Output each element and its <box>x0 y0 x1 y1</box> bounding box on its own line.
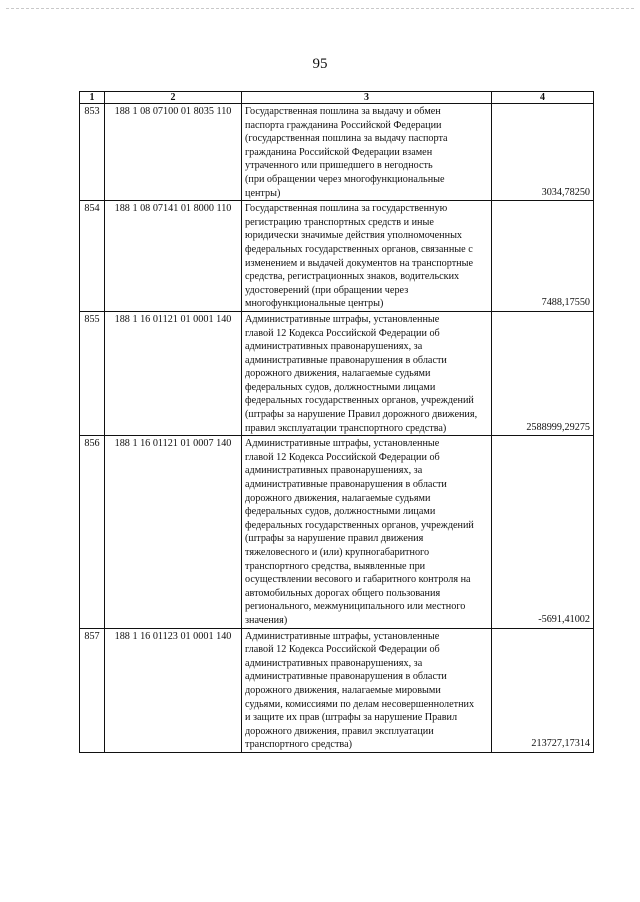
description-line: (государственная пошлина за выдачу паспорта <box>245 133 448 145</box>
table-row <box>80 628 594 752</box>
table-row <box>80 311 594 435</box>
description-line: Административные штрафы, установленные <box>245 630 440 642</box>
classification-code: 188 1 08 07100 01 8035 110 <box>105 104 242 201</box>
description-line: и защите их прав (штрафы за нарушение Правил <box>245 712 458 724</box>
page-number: 95 <box>312 56 328 72</box>
description-line: Административные штрафы, установленные <box>245 438 440 450</box>
description-line: федеральных государственных органов, связанные с <box>245 243 473 255</box>
description-line: тяжеловесного и (или) крупногабаритного <box>245 547 430 558</box>
amount-value: 3034,78250 <box>492 104 594 201</box>
table-row <box>80 436 594 628</box>
description-line: осуществлении весового и габаритного контроля на <box>245 574 471 586</box>
table-header-row <box>80 92 594 104</box>
classification-code: 188 1 08 07141 01 8000 110 <box>105 201 242 312</box>
column-header-4: 4 <box>492 92 594 104</box>
description-line: главой 12 Кодекса Российской Федерации об <box>245 327 440 339</box>
description-line: регионального, межмуниципального или местного <box>245 601 466 613</box>
revenue-description <box>242 201 492 312</box>
description-line: Административные штрафы, установленные <box>245 313 440 325</box>
description-line: судьями, комиссиями по делам несовершеннолетних <box>245 698 475 710</box>
description-line: федеральных судов, должностными лицами <box>245 381 436 393</box>
description-line: дорожного движения, налагаемые судьями <box>245 492 431 504</box>
table-row <box>80 104 594 201</box>
budget-revenue-table <box>79 91 594 753</box>
description-line: административные правонарушения в области <box>245 479 447 491</box>
description-line: автомобильных дорогах общего пользования <box>245 587 441 599</box>
row-number: 853 <box>80 104 105 201</box>
description-line: гражданина Российской Федерации взамен <box>245 146 433 158</box>
description-line: утраченного или пришедшего в негодность <box>245 160 433 172</box>
description-line: правил эксплуатации транспортного средства) <box>245 422 447 434</box>
description-line: паспорта гражданина Российской Федерации <box>245 119 442 131</box>
classification-code: 188 1 16 01121 01 0001 140 <box>105 311 242 435</box>
description-line: (при обращении через многофункциональные <box>245 173 445 185</box>
description-line: федеральных государственных органов, учреждений <box>245 395 474 407</box>
revenue-description <box>242 628 492 752</box>
description-line: Государственная пошлина за государственную <box>245 203 448 215</box>
classification-code: 188 1 16 01121 01 0007 140 <box>105 436 242 628</box>
description-line: (штрафы за нарушение правил движения <box>245 533 424 545</box>
column-header-2: 2 <box>105 92 242 104</box>
revenue-description <box>242 311 492 435</box>
description-line: Государственная пошлина за выдачу и обмен <box>245 106 441 117</box>
description-line: административные правонарушения в области <box>245 354 447 366</box>
row-number: 854 <box>80 201 105 312</box>
table-body <box>80 104 594 753</box>
column-header-3: 3 <box>242 92 492 104</box>
description-line: дорожного движения, налагаемые судьями <box>245 368 431 380</box>
amount-value: 2588999,29275 <box>492 311 594 435</box>
description-line: многофункциональные центры) <box>245 298 384 310</box>
description-line: средства, регистрационных знаков, водительских <box>245 271 460 283</box>
description-line: главой 12 Кодекса Российской Федерации об <box>245 451 440 463</box>
description-line: изменением и выдачей документов на транспортные <box>245 257 473 269</box>
description-line: административных правонарушениях, за <box>245 341 423 353</box>
classification-code: 188 1 16 01123 01 0001 140 <box>105 628 242 752</box>
description-line: административные правонарушения в области <box>245 671 447 683</box>
revenue-description <box>242 104 492 201</box>
description-line: административных правонарушениях, за <box>245 657 423 669</box>
description-line: федеральных государственных органов, учреждений <box>245 519 474 531</box>
description-line: значения) <box>245 614 288 626</box>
description-line: центры) <box>245 187 281 199</box>
amount-value: 7488,17550 <box>492 201 594 312</box>
scan-edge-line <box>6 8 634 9</box>
description-line: транспортного средства, выявленные при <box>245 560 426 572</box>
amount-value: 213727,17314 <box>492 628 594 752</box>
description-line: (штрафы за нарушение Правил дорожного движения, <box>245 409 478 421</box>
description-line: дорожного движения, правил эксплуатации <box>245 725 434 737</box>
table-row <box>80 201 594 312</box>
column-header-1: 1 <box>80 92 105 104</box>
description-line: главой 12 Кодекса Российской Федерации об <box>245 644 440 656</box>
description-line: административных правонарушениях, за <box>245 465 423 477</box>
row-number: 855 <box>80 311 105 435</box>
row-number: 857 <box>80 628 105 752</box>
description-line: транспортного средства) <box>245 739 352 751</box>
revenue-description <box>242 436 492 628</box>
description-line: федеральных судов, должностными лицами <box>245 506 436 518</box>
amount-value: -5691,41002 <box>492 436 594 628</box>
row-number: 856 <box>80 436 105 628</box>
description-line: регистрацию транспортных средств и иные <box>245 216 434 228</box>
description-line: удостоверений (при обращении через <box>245 284 409 296</box>
description-line: юридически значимые действия уполномоченных <box>245 230 463 242</box>
description-line: дорожного движения, налагаемые мировыми <box>245 684 441 696</box>
